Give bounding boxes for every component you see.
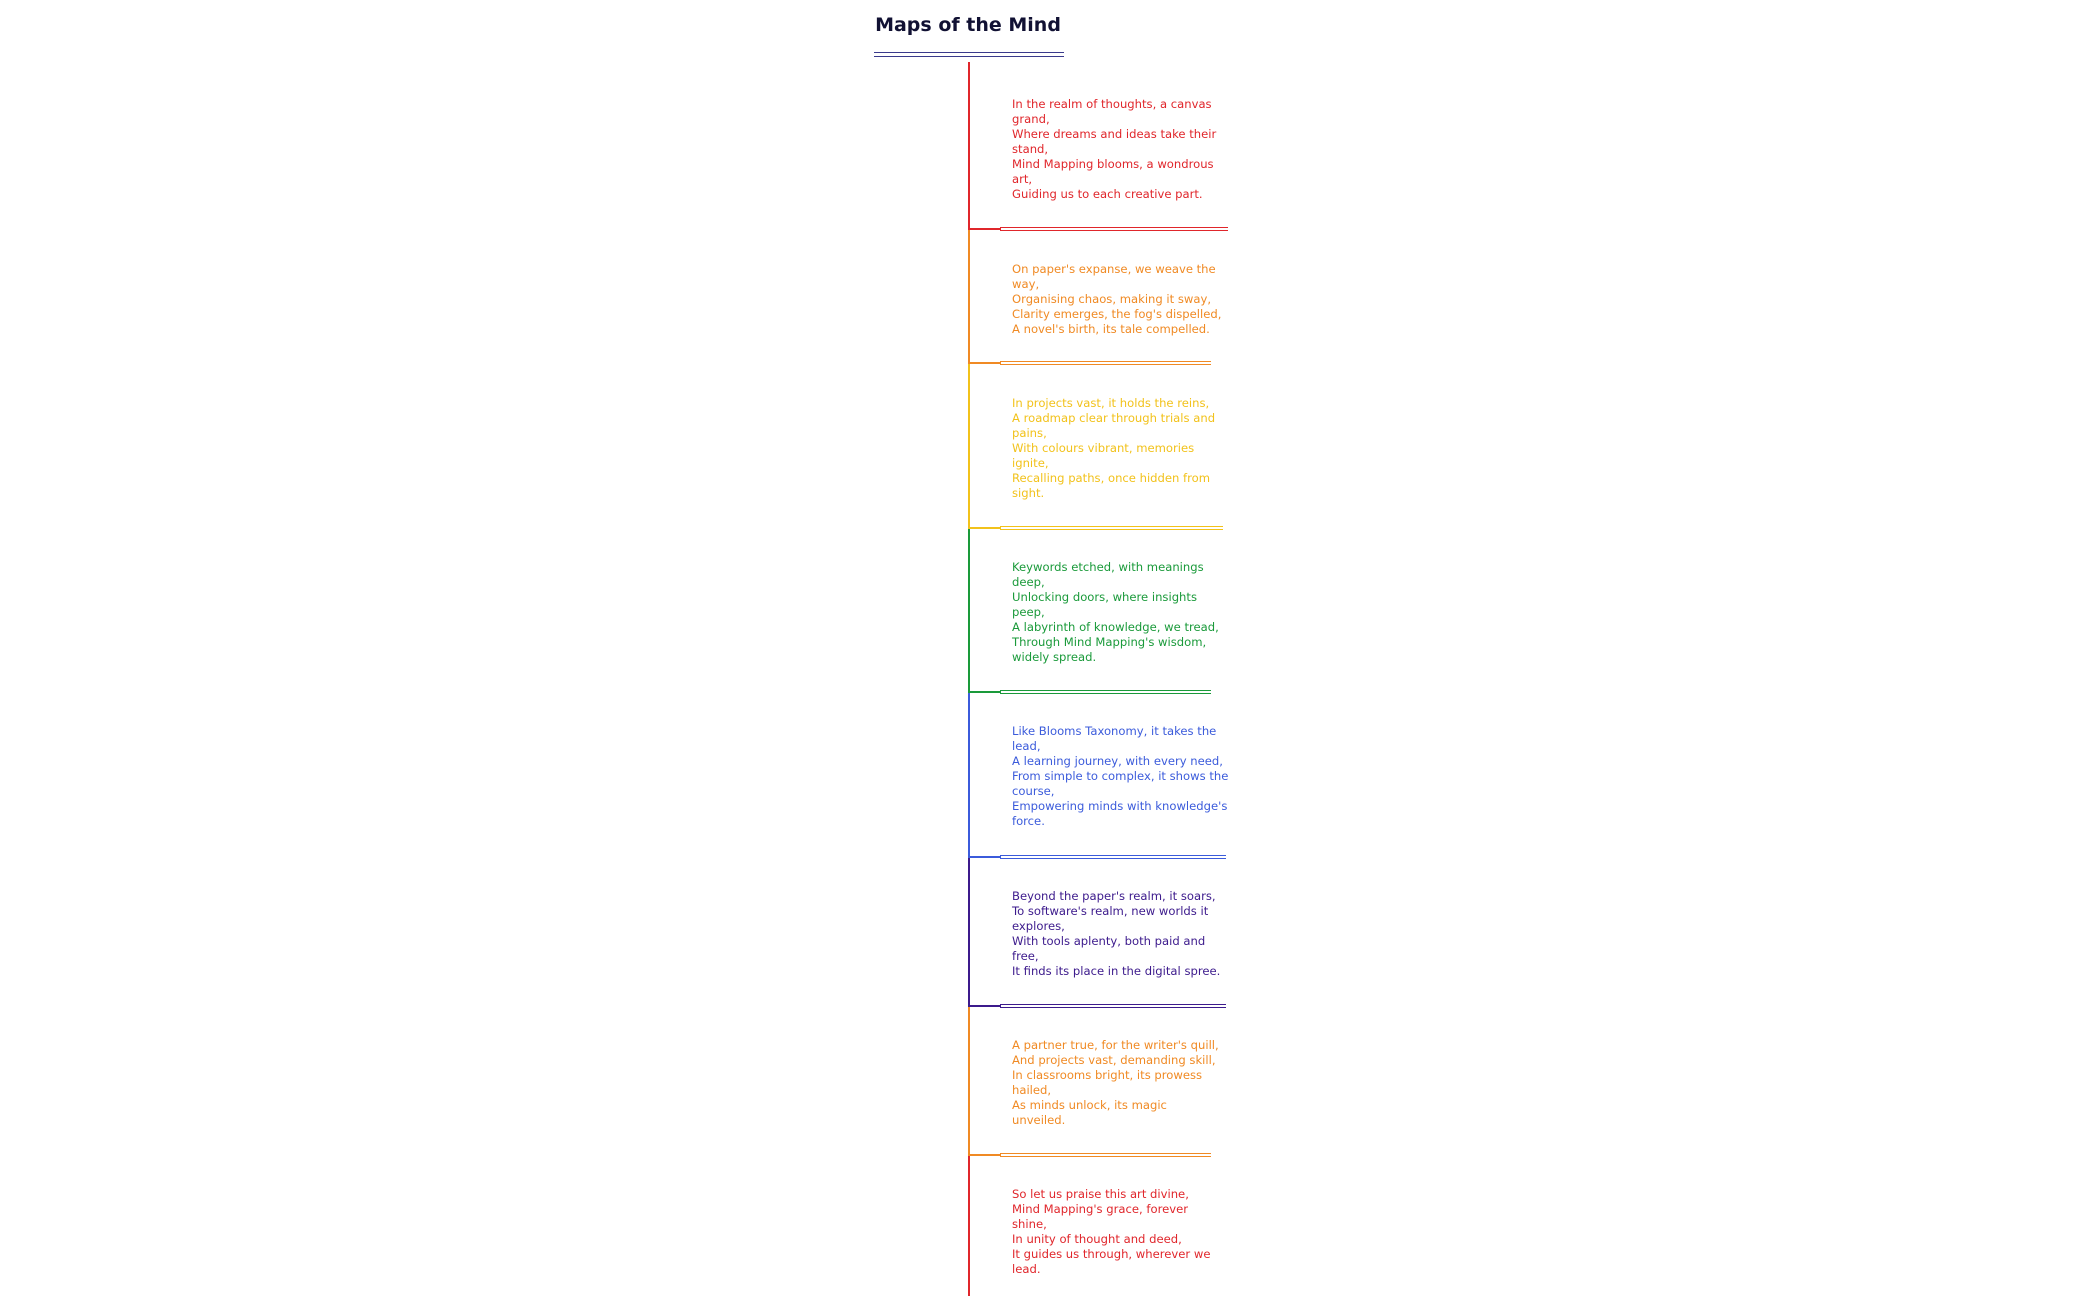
branch-node-underline [1000,526,1223,530]
branch-node-underline [1000,1004,1226,1008]
branch-connector [969,856,1001,858]
branch-node-text[interactable]: A partner true, for the writer's quill, And projects vast, demanding skill, In classrooms bright, its prowess hailed, As minds unlock, its magic unveiled. [1012,1038,1219,1127]
branch-node-text[interactable]: On paper's expanse, we weave the way, Organising chaos, making it sway, Clarity emerges, the fog's dispelled, A novel's birth, its tale compelled. [1012,262,1222,336]
root-node-underline [874,52,1064,57]
trunk-segment [968,858,970,1007]
branch-connector [969,1005,1001,1007]
branch-node-text[interactable]: Beyond the paper's realm, it soars, To software's realm, new worlds it explores, With tools aplenty, both paid and free, It finds its place in the digital spree. [1012,889,1221,978]
branch-node-underline [1000,855,1226,859]
branch-connector [969,228,1001,230]
branch-connector [969,527,1001,529]
branch-connector [969,1154,1001,1156]
trunk-segment [968,230,970,364]
branch-connector [969,362,1001,364]
branch-node-text[interactable]: In projects vast, it holds the reins, A roadmap clear through trials and pains, With colours vibrant, memories ignite, Recalling paths, once hidden from sight. [1012,396,1216,500]
branch-node-text[interactable]: In the realm of thoughts, a canvas grand, Where dreams and ideas take their stand, Mind Mapping blooms, a wondrous art, Guiding us to each creative part. [1012,97,1217,201]
trunk-segment [968,1007,970,1156]
branch-node-text[interactable]: So let us praise this art divine, Mind Mapping's grace, forever shine, In unity of thought and deed, It guides us through, wherever we lead. [1012,1187,1211,1276]
branch-connector [969,691,1001,693]
branch-node-text[interactable]: Keywords etched, with meanings deep, Unlocking doors, where insights peep, A labyrinth of knowledge, we tread, Through Mind Mapping's wisdom, widely spread. [1012,560,1219,664]
root-node-title[interactable]: Maps of the Mind [875,14,1061,36]
branch-node-text[interactable]: Like Blooms Taxonomy, it takes the lead, A learning journey, with every need, From simple to complex, it shows the course, Empowering minds with knowledge's force. [1012,724,1229,828]
branch-node-underline [1000,227,1228,231]
trunk-segment [968,1156,970,1296]
trunk-segment [968,529,970,693]
trunk-segment [968,364,970,529]
branch-node-underline [1000,1153,1211,1157]
branch-node-underline [1000,690,1211,694]
trunk-segment [968,62,970,230]
trunk-segment [968,693,970,858]
branch-node-underline [1000,361,1211,365]
